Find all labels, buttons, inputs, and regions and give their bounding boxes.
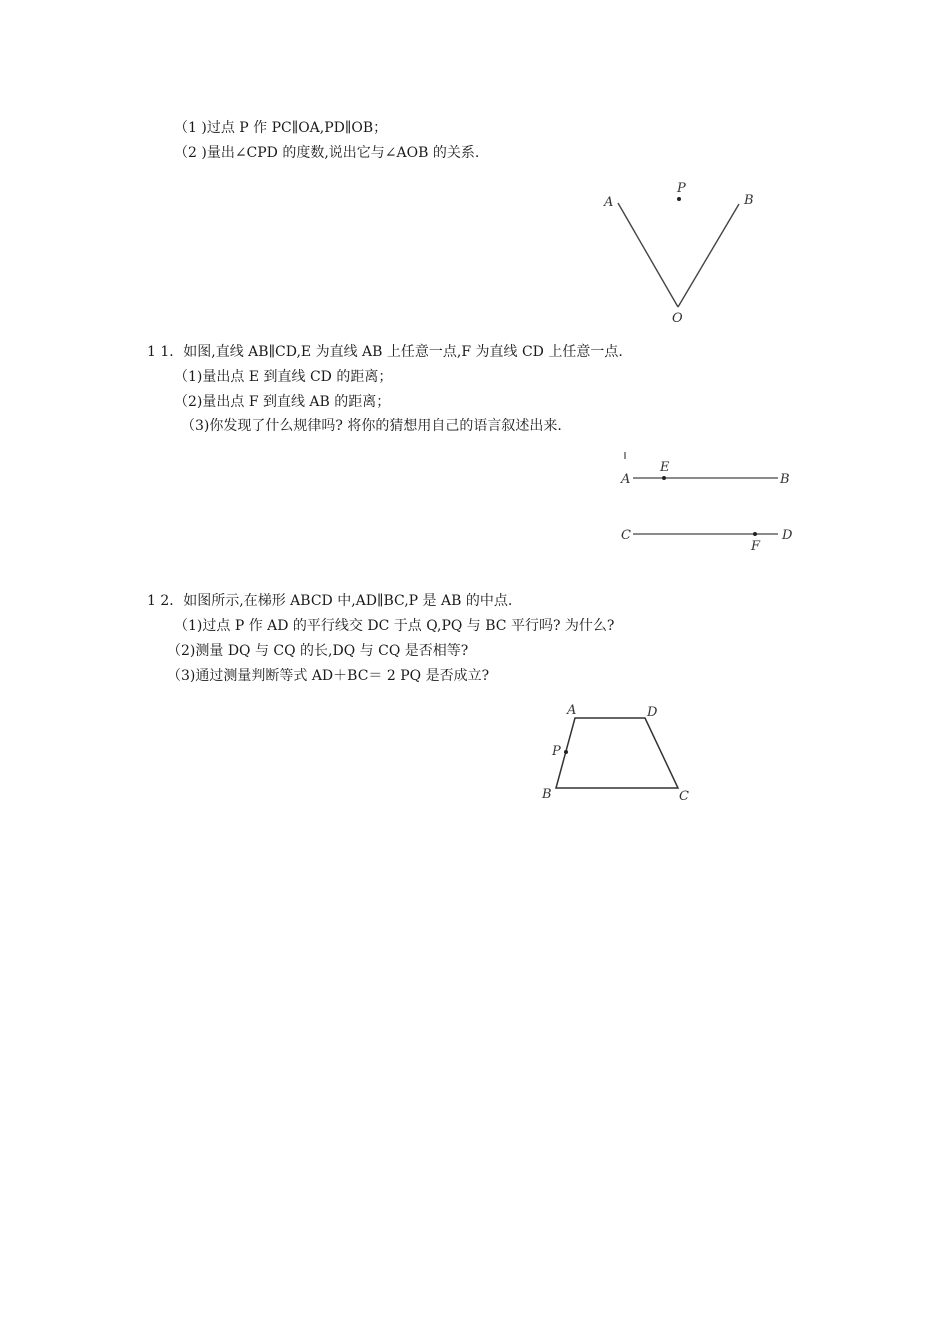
- label-e: E: [660, 460, 670, 475]
- trapezoid-abcd: [556, 718, 678, 788]
- label-a2: A: [621, 472, 631, 487]
- label-b3: B: [542, 787, 552, 802]
- label-a3: A: [567, 703, 577, 718]
- ray-ob: [678, 204, 739, 307]
- point-p3: [564, 750, 568, 754]
- ray-oa: [618, 203, 678, 307]
- label-a: A: [604, 195, 614, 210]
- label-c3: C: [679, 789, 689, 804]
- label-o: O: [672, 311, 683, 326]
- label-d2: D: [782, 528, 793, 543]
- label-d3: D: [647, 705, 658, 720]
- point-e: [662, 476, 666, 480]
- point-f: [753, 532, 757, 536]
- q10-part2: （2 )量出∠CPD 的度数,说出它与∠AOB 的关系.: [174, 145, 480, 161]
- q11-stem: 1 1．如图,直线 AB∥CD,E 为直线 AB 上任意一点,F 为直线 CD 上任意一点.: [147, 344, 623, 360]
- label-p3: P: [552, 744, 561, 759]
- q12-part2: （2)测量 DQ 与 CQ 的长,DQ 与 CQ 是否相等?: [167, 643, 469, 659]
- q11-part3: （3)你发现了什么规律吗? 将你的猜想用自己的语言叙述出来.: [181, 418, 562, 434]
- q12-part1: （1)过点 P 作 AD 的平行线交 DC 于点 Q,PQ 与 BC 平行吗? 为什么?: [174, 618, 615, 634]
- point-p: [677, 197, 681, 201]
- label-f: F: [751, 539, 761, 554]
- q12-stem: 1 2．如图所示,在梯形 ABCD 中,AD∥BC,P 是 AB 的中点.: [147, 593, 513, 609]
- label-b: B: [744, 193, 754, 208]
- label-c2: C: [621, 528, 631, 543]
- label-b2: B: [780, 472, 790, 487]
- label-p: P: [677, 181, 686, 196]
- q12-part3: （3)通过测量判断等式 AD＋BC＝ 2 PQ 是否成立?: [167, 668, 490, 684]
- q11-part2: （2)量出点 F 到直线 AB 的距离；: [174, 394, 391, 410]
- q10-part1: （1 )过点 P 作 PC∥OA,PD∥OB；: [174, 120, 388, 136]
- q11-part1: （1)量出点 E 到直线 CD 的距离；: [174, 369, 393, 385]
